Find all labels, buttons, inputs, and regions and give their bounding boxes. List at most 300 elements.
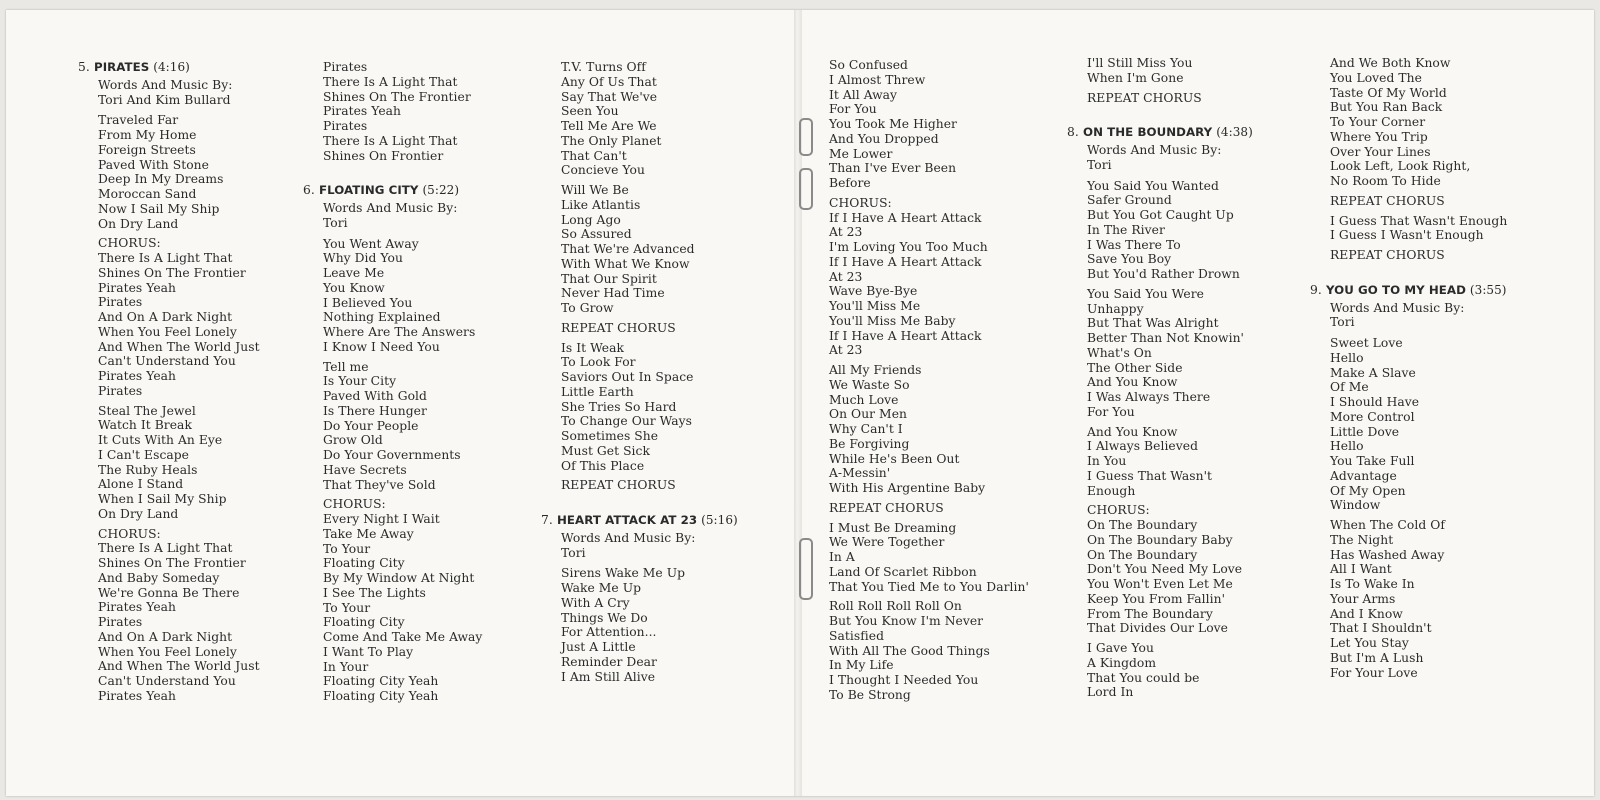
lyric-line: We Were Together bbox=[829, 535, 945, 550]
lyric-line: If I Have A Heart Attack bbox=[829, 328, 982, 343]
lyric-line: But I'm A Lush bbox=[1330, 650, 1424, 665]
lyric-line: That You could be bbox=[1087, 670, 1200, 685]
lyric-line: Hello bbox=[1330, 439, 1364, 454]
lyric-line: There Is A Light That bbox=[98, 251, 233, 265]
cd-booklet-spread bbox=[6, 10, 1594, 796]
lyric-line: In Your bbox=[323, 659, 369, 674]
lyric-stanza bbox=[561, 60, 738, 178]
lyric-line: It Cuts With An Eye bbox=[98, 433, 223, 447]
lyric-line: Satisfied bbox=[829, 628, 885, 643]
lyric-line: Come And Take Me Away bbox=[323, 630, 483, 644]
lyric-stanza bbox=[1330, 248, 1507, 263]
lyric-line: With All The Good Things bbox=[829, 643, 990, 658]
lyric-line: You Took Me Higher bbox=[829, 117, 957, 131]
credit-line: Words And Music By: bbox=[1087, 143, 1222, 157]
lyric-line: Nothing Explained bbox=[323, 310, 441, 325]
lyric-line: I Guess I Wasn't Enough bbox=[1330, 228, 1484, 243]
lyric-line: I'm Loving You Too Much bbox=[829, 240, 988, 254]
lyric-line: T.V. Turns Off bbox=[561, 60, 646, 74]
song-heading bbox=[1310, 282, 1507, 298]
lyric-line: There Is A Light That bbox=[323, 74, 458, 89]
lyric-line: Little Earth bbox=[561, 384, 634, 399]
lyric-stanza bbox=[1330, 56, 1507, 189]
lyric-stanza bbox=[1330, 518, 1507, 680]
credit-line: Words And Music By: bbox=[98, 77, 233, 92]
lyric-line: Before bbox=[829, 176, 871, 190]
lyric-line: To Your Corner bbox=[1330, 115, 1426, 129]
lyric-stanza bbox=[323, 360, 482, 493]
song-credits bbox=[1330, 301, 1507, 331]
song-heading bbox=[541, 513, 738, 528]
lyric-stanza bbox=[829, 599, 1029, 702]
lyric-line: Advantage bbox=[1330, 468, 1397, 483]
lyric-line: Wave Bye-Bye bbox=[829, 284, 918, 299]
lyric-line: For You bbox=[829, 102, 877, 117]
lyric-line: While He's Been Out bbox=[829, 451, 960, 466]
lyric-line: On The Boundary bbox=[1087, 518, 1198, 532]
lyric-line: Where You Trip bbox=[1330, 129, 1428, 144]
lyric-line: And When The World Just bbox=[98, 339, 260, 354]
lyric-stanza bbox=[829, 196, 1029, 358]
lyric-stanza bbox=[561, 478, 738, 493]
lyric-line: To Your bbox=[323, 600, 371, 615]
lyric-line: Unhappy bbox=[1087, 301, 1144, 316]
lyric-line: Deep In My Dreams bbox=[98, 172, 224, 187]
lyric-line: On The Boundary bbox=[1087, 547, 1198, 562]
song-header-block bbox=[303, 183, 482, 230]
song-credits bbox=[561, 531, 738, 561]
lyric-stanza bbox=[1087, 503, 1253, 636]
lyric-line: We Waste So bbox=[829, 377, 910, 392]
song-duration: (5:16) bbox=[701, 513, 738, 527]
lyric-line: Let You Stay bbox=[1330, 636, 1409, 650]
credit-line: Tori And Kim Bullard bbox=[98, 92, 231, 107]
credit-line: Words And Music By: bbox=[561, 530, 696, 545]
lyric-line: I Thought I Needed You bbox=[829, 673, 979, 687]
lyric-line: In My Life bbox=[829, 658, 894, 673]
lyric-line: Sweet Love bbox=[1330, 336, 1403, 350]
lyric-line: Every Night I Wait bbox=[323, 512, 440, 526]
lyric-line: No Room To Hide bbox=[1330, 174, 1441, 188]
song-header-block bbox=[541, 513, 738, 560]
song-duration: (4:38) bbox=[1216, 125, 1253, 140]
lyric-line: REPEAT CHORUS bbox=[1087, 90, 1202, 105]
lyric-line: Paved With Stone bbox=[98, 157, 209, 172]
lyric-stanza bbox=[561, 321, 738, 336]
lyric-line: That They've Sold bbox=[323, 477, 436, 492]
lyric-line: That Our Spirit bbox=[561, 271, 657, 286]
lyric-line: I'll Still Miss You bbox=[1087, 56, 1193, 70]
lyric-line: Never Had Time bbox=[561, 286, 665, 301]
lyric-line: When You Feel Lonely bbox=[98, 644, 237, 659]
lyric-line: On The Boundary Baby bbox=[1087, 532, 1233, 547]
lyrics-column-3 bbox=[541, 60, 738, 684]
lyric-line: REPEAT CHORUS bbox=[1330, 193, 1445, 208]
lyric-stanza bbox=[829, 521, 1029, 595]
song-heading bbox=[78, 60, 260, 75]
lyric-line: Me Lower bbox=[829, 146, 893, 161]
lyric-line: And When The World Just bbox=[98, 659, 260, 674]
lyric-line: I Guess That Wasn't Enough bbox=[1330, 213, 1508, 228]
lyric-line: With His Argentine Baby bbox=[829, 481, 986, 495]
lyric-line: Traveled Far bbox=[98, 113, 179, 128]
lyric-line: CHORUS: bbox=[98, 236, 161, 251]
lyric-line: You Said You Wanted bbox=[1087, 178, 1219, 193]
lyric-line: You'll Miss Me bbox=[829, 299, 921, 313]
lyric-line: Tell Me Are We bbox=[561, 119, 657, 133]
lyric-line: Sirens Wake Me Up bbox=[561, 566, 686, 581]
song-number: 6. bbox=[303, 183, 315, 198]
lyric-line: Shines On The Frontier bbox=[323, 89, 471, 104]
lyric-line: Is Your City bbox=[323, 374, 397, 389]
lyric-line: That I Shouldn't bbox=[1330, 621, 1432, 636]
lyric-line: To Your bbox=[323, 541, 371, 556]
lyric-line: A-Messin' bbox=[829, 466, 891, 481]
song-title: HEART ATTACK AT 23 bbox=[557, 513, 698, 527]
lyric-line: Tell me bbox=[323, 359, 369, 374]
lyric-line: REPEAT CHORUS bbox=[561, 320, 676, 335]
lyric-line: I Was There To bbox=[1087, 237, 1181, 252]
song-duration: (4:16) bbox=[153, 60, 190, 74]
lyric-stanza bbox=[561, 566, 738, 684]
lyric-line: Alone I Stand bbox=[98, 477, 184, 492]
lyric-line: Pirates Yeah bbox=[98, 280, 177, 295]
lyric-stanza bbox=[323, 237, 482, 355]
lyric-line: At 23 bbox=[829, 225, 863, 240]
song-credits bbox=[98, 78, 260, 108]
lyric-line: So Assured bbox=[561, 227, 632, 242]
lyric-line: She Tries So Hard bbox=[561, 399, 677, 414]
lyric-line: Pirates Yeah bbox=[98, 600, 177, 615]
lyric-line: Little Dove bbox=[1330, 424, 1400, 439]
lyric-line: Lord In bbox=[1087, 685, 1134, 700]
lyrics-column-2 bbox=[303, 60, 483, 704]
lyric-line: All I Want bbox=[1330, 562, 1392, 577]
lyric-line: Things We Do bbox=[561, 610, 648, 625]
lyric-line: And You Know bbox=[1087, 375, 1178, 390]
song-credits bbox=[1087, 143, 1253, 173]
lyric-line: To Grow bbox=[561, 301, 614, 315]
lyric-line: CHORUS: bbox=[1087, 503, 1150, 518]
lyric-line: Now I Sail My Ship bbox=[98, 201, 220, 216]
lyric-line: That Divides Our Love bbox=[1087, 621, 1228, 636]
lyric-line: Has Washed Away bbox=[1330, 547, 1445, 562]
lyric-line: You'll Miss Me Baby bbox=[829, 313, 956, 328]
credit-line: Tori bbox=[1087, 157, 1112, 172]
lyric-line: Do Your Governments bbox=[323, 448, 461, 462]
song-header-block bbox=[1310, 282, 1507, 330]
lyric-line: More Control bbox=[1330, 409, 1415, 424]
credit-line: Tori bbox=[561, 545, 586, 560]
lyric-line: Shines On The Frontier bbox=[98, 556, 246, 570]
lyric-line: Steal The Jewel bbox=[98, 403, 196, 418]
lyric-line: Is There Hunger bbox=[323, 403, 427, 418]
lyric-line: Is It Weak bbox=[561, 340, 624, 355]
lyric-line: I Was Always There bbox=[1087, 390, 1211, 404]
lyric-line: Wake Me Up bbox=[561, 581, 642, 595]
lyric-line: I Want To Play bbox=[323, 644, 414, 659]
lyric-line: Do Your People bbox=[323, 418, 419, 433]
lyric-line: When The Cold Of bbox=[1330, 518, 1445, 532]
lyric-line: Why Can't I bbox=[829, 422, 903, 436]
staple-upper bbox=[799, 168, 813, 210]
lyric-line: Grow Old bbox=[323, 433, 383, 448]
lyric-line: Can't Understand You bbox=[98, 674, 236, 688]
lyric-line: The Only Planet bbox=[561, 133, 662, 148]
lyric-line: Enough bbox=[1087, 483, 1136, 498]
lyric-line: CHORUS: bbox=[98, 526, 161, 541]
lyric-line: Over Your Lines bbox=[1330, 144, 1431, 159]
lyric-line: You Said You Were bbox=[1087, 286, 1204, 301]
lyric-stanza bbox=[1087, 179, 1253, 282]
lyric-line: Much Love bbox=[829, 392, 899, 407]
lyric-line: Pirates Yeah bbox=[323, 104, 402, 119]
lyric-line: On Dry Land bbox=[98, 216, 179, 231]
lyric-line: And On A Dark Night bbox=[98, 629, 233, 644]
song-title: FLOATING CITY bbox=[319, 183, 419, 198]
lyric-line: At 23 bbox=[829, 269, 863, 284]
staple-lower bbox=[799, 538, 813, 600]
song-title: YOU GO TO MY HEAD bbox=[1326, 282, 1466, 297]
credit-line: Tori bbox=[323, 215, 348, 230]
lyric-stanza bbox=[561, 183, 738, 316]
lyric-line: That We're Advanced bbox=[561, 242, 695, 256]
lyric-line: Leave Me bbox=[323, 266, 385, 280]
lyric-line: Pirates bbox=[323, 119, 368, 133]
lyric-line: I Must Be Dreaming bbox=[829, 520, 957, 535]
lyrics-column-6 bbox=[1310, 56, 1508, 680]
lyric-line: Have Secrets bbox=[323, 462, 407, 477]
lyric-line: You Know bbox=[323, 280, 385, 295]
lyric-line: Hello bbox=[1330, 350, 1364, 365]
lyric-line: Pirates bbox=[323, 60, 368, 74]
lyric-line: You Went Away bbox=[323, 236, 419, 251]
song-title: ON THE BOUNDARY bbox=[1083, 125, 1213, 140]
lyric-line: To Change Our Ways bbox=[561, 414, 693, 429]
lyric-line: That Can't bbox=[561, 148, 627, 163]
lyric-line: Watch It Break bbox=[98, 418, 192, 433]
song-title: PIRATES bbox=[94, 60, 150, 74]
lyric-line: Be Forgiving bbox=[829, 436, 910, 451]
lyric-line: Window bbox=[1330, 498, 1381, 513]
lyric-line: Take Me Away bbox=[323, 526, 414, 541]
lyric-line: I Should Have bbox=[1330, 395, 1420, 409]
lyric-line: And We Both Know bbox=[1330, 56, 1451, 70]
lyric-stanza bbox=[1087, 641, 1253, 700]
credit-line: Tori bbox=[1330, 315, 1355, 330]
lyric-line: Long Ago bbox=[561, 212, 621, 227]
staple-top bbox=[799, 118, 813, 156]
lyric-line: REPEAT CHORUS bbox=[829, 500, 944, 515]
lyric-line: Saviors Out In Space bbox=[561, 370, 694, 384]
lyric-line: For Attention... bbox=[561, 625, 657, 640]
lyric-line: So Confused bbox=[829, 58, 908, 72]
lyric-stanza bbox=[1087, 91, 1253, 106]
lyric-line: The Ruby Heals bbox=[98, 462, 198, 477]
lyric-line: Pirates bbox=[98, 295, 143, 310]
lyric-stanza bbox=[829, 58, 1029, 191]
lyric-line: Your Arms bbox=[1330, 591, 1396, 606]
lyric-line: Of This Place bbox=[561, 458, 645, 473]
lyrics-column-5 bbox=[1067, 56, 1253, 700]
lyric-line: Where Are The Answers bbox=[323, 325, 476, 339]
lyric-line: Foreign Streets bbox=[98, 142, 196, 157]
song-heading bbox=[1067, 125, 1253, 140]
song-credits bbox=[323, 201, 482, 231]
lyric-line: When I Sail My Ship bbox=[98, 492, 227, 506]
lyric-line: With What We Know bbox=[561, 256, 690, 271]
lyric-line: Save You Boy bbox=[1087, 252, 1172, 267]
lyric-line: If I Have A Heart Attack bbox=[829, 210, 982, 225]
lyric-stanza bbox=[1087, 287, 1253, 420]
lyric-line: On Our Men bbox=[829, 407, 907, 422]
lyric-line: With A Cry bbox=[561, 595, 630, 610]
lyric-line: Sometimes She bbox=[561, 429, 659, 443]
lyric-line: At 23 bbox=[829, 343, 863, 358]
lyric-line: There Is A Light That bbox=[98, 541, 233, 556]
lyric-line: In You bbox=[1087, 454, 1127, 468]
lyric-line: If I Have A Heart Attack bbox=[829, 254, 982, 269]
lyric-line: But You'd Rather Drown bbox=[1087, 267, 1240, 281]
lyric-line: But That Was Alright bbox=[1087, 316, 1219, 331]
lyric-line: Better Than Not Knowin' bbox=[1087, 331, 1244, 345]
lyric-stanza bbox=[561, 341, 738, 474]
lyric-line: Floating City Yeah bbox=[323, 689, 439, 703]
lyric-stanza bbox=[829, 501, 1029, 516]
lyric-stanza bbox=[323, 497, 482, 704]
lyric-line: In A bbox=[829, 550, 855, 564]
lyric-stanza bbox=[323, 60, 482, 163]
lyric-line: There Is A Light That bbox=[323, 133, 458, 148]
lyric-line: Don't You Need My Love bbox=[1087, 562, 1243, 577]
lyric-line: The Night bbox=[1330, 532, 1394, 547]
credit-line: Words And Music By: bbox=[323, 201, 458, 215]
lyric-line: To Be Strong bbox=[829, 687, 911, 702]
lyric-line: Shines On Frontier bbox=[323, 148, 444, 163]
lyric-line: But You Know I'm Never bbox=[829, 614, 984, 628]
lyric-line: I Believed You bbox=[323, 295, 413, 310]
lyric-line: Land Of Scarlet Ribbon bbox=[829, 564, 977, 579]
lyric-line: Can't Understand You bbox=[98, 354, 236, 369]
lyric-line: For You bbox=[1087, 404, 1135, 419]
lyric-line: What's On bbox=[1087, 345, 1152, 360]
lyric-line: All My Friends bbox=[829, 363, 922, 377]
lyric-line: Reminder Dear bbox=[561, 654, 657, 669]
lyric-stanza bbox=[1330, 194, 1507, 209]
lyric-line: When You Feel Lonely bbox=[98, 324, 237, 339]
song-duration: (3:55) bbox=[1469, 282, 1507, 297]
lyric-line: But You Got Caught Up bbox=[1087, 208, 1234, 222]
lyric-line: Just A Little bbox=[561, 640, 636, 654]
lyric-line: When I'm Gone bbox=[1087, 70, 1184, 85]
lyric-line: Floating City bbox=[323, 556, 405, 571]
lyric-line: Pirates Yeah bbox=[98, 688, 177, 703]
lyric-stanza bbox=[98, 404, 260, 522]
lyric-stanza bbox=[98, 527, 260, 704]
credit-line: Words And Music By: bbox=[1330, 300, 1465, 315]
lyric-line: I See The Lights bbox=[323, 585, 426, 600]
lyric-line: We're Gonna Be There bbox=[98, 585, 240, 600]
lyric-line: REPEAT CHORUS bbox=[561, 478, 676, 493]
lyric-line: In The River bbox=[1087, 222, 1165, 237]
song-number: 5. bbox=[78, 60, 90, 74]
lyric-line: It All Away bbox=[829, 87, 898, 102]
lyric-line: The Other Side bbox=[1087, 360, 1183, 375]
lyric-line: To Look For bbox=[561, 355, 636, 370]
lyric-line: Will We Be bbox=[561, 183, 629, 197]
lyrics-column-4 bbox=[825, 58, 1029, 703]
lyric-stanza bbox=[1087, 56, 1253, 86]
lyric-line: And You Know bbox=[1087, 424, 1178, 439]
lyric-line: I Can't Escape bbox=[98, 447, 190, 462]
lyric-line: I Guess That Wasn't bbox=[1087, 468, 1213, 483]
song-duration: (5:22) bbox=[422, 183, 460, 198]
lyric-line: Pirates Yeah bbox=[98, 369, 177, 383]
lyric-line: Paved With Gold bbox=[323, 389, 427, 403]
lyric-stanza bbox=[1087, 425, 1253, 499]
lyric-line: I Always Believed bbox=[1087, 439, 1199, 454]
lyric-line: REPEAT CHORUS bbox=[1330, 248, 1445, 262]
lyric-line: That You Tied Me to You Darlin' bbox=[829, 579, 1029, 594]
lyric-line: You Loved The bbox=[1330, 70, 1422, 85]
lyric-line: Pirates bbox=[98, 615, 143, 629]
lyric-line: I Know I Need You bbox=[323, 339, 440, 354]
lyric-line: Must Get Sick bbox=[561, 443, 650, 458]
lyric-line: Taste Of My World bbox=[1330, 85, 1447, 100]
song-header-block bbox=[1067, 125, 1253, 172]
lyric-stanza bbox=[98, 236, 260, 398]
lyric-stanza bbox=[1330, 336, 1507, 513]
lyric-line: Floating City Yeah bbox=[323, 674, 439, 689]
lyric-line: And On A Dark Night bbox=[98, 310, 233, 324]
lyric-line: And I Know bbox=[1330, 606, 1403, 621]
lyric-line: Look Left, Look Right, bbox=[1330, 159, 1471, 174]
lyric-line: You Won't Even Let Me bbox=[1087, 577, 1233, 591]
lyric-line: From The Boundary bbox=[1087, 606, 1213, 621]
lyric-stanza bbox=[98, 113, 260, 231]
lyric-line: But You Ran Back bbox=[1330, 100, 1443, 115]
lyric-line: And Baby Someday bbox=[98, 570, 220, 585]
song-number: 8. bbox=[1067, 125, 1079, 140]
lyric-line: Pirates bbox=[98, 383, 143, 398]
lyric-line: I Almost Threw bbox=[829, 72, 926, 87]
lyric-line: And You Dropped bbox=[829, 131, 939, 146]
lyric-line: On Dry Land bbox=[98, 506, 179, 521]
lyric-line: Like Atlantis bbox=[561, 197, 641, 212]
lyric-line: CHORUS: bbox=[829, 195, 892, 210]
lyric-line: Any Of Us That bbox=[561, 74, 657, 89]
lyric-line: By My Window At Night bbox=[323, 571, 475, 585]
lyric-line: Floating City bbox=[323, 615, 405, 630]
lyric-stanza bbox=[829, 363, 1029, 496]
lyric-stanza bbox=[1330, 214, 1507, 244]
lyric-line: Concieve You bbox=[561, 163, 645, 178]
lyric-line: Of My Open bbox=[1330, 483, 1406, 498]
lyric-line: Make A Slave bbox=[1330, 365, 1416, 380]
lyric-line: Roll Roll Roll Roll On bbox=[829, 599, 962, 614]
lyric-line: Is To Wake In bbox=[1330, 577, 1415, 591]
lyrics-column-1 bbox=[78, 60, 260, 704]
song-header-block bbox=[78, 60, 260, 107]
lyric-line: From My Home bbox=[98, 128, 197, 142]
lyric-line: CHORUS: bbox=[323, 497, 386, 512]
song-number: 7. bbox=[541, 513, 553, 527]
lyric-line: You Take Full bbox=[1330, 454, 1415, 468]
lyric-line: A Kingdom bbox=[1087, 655, 1157, 670]
lyric-line: Moroccan Sand bbox=[98, 187, 197, 201]
lyric-line: I Am Still Alive bbox=[561, 669, 656, 684]
lyric-line: Say That We've bbox=[561, 89, 658, 104]
